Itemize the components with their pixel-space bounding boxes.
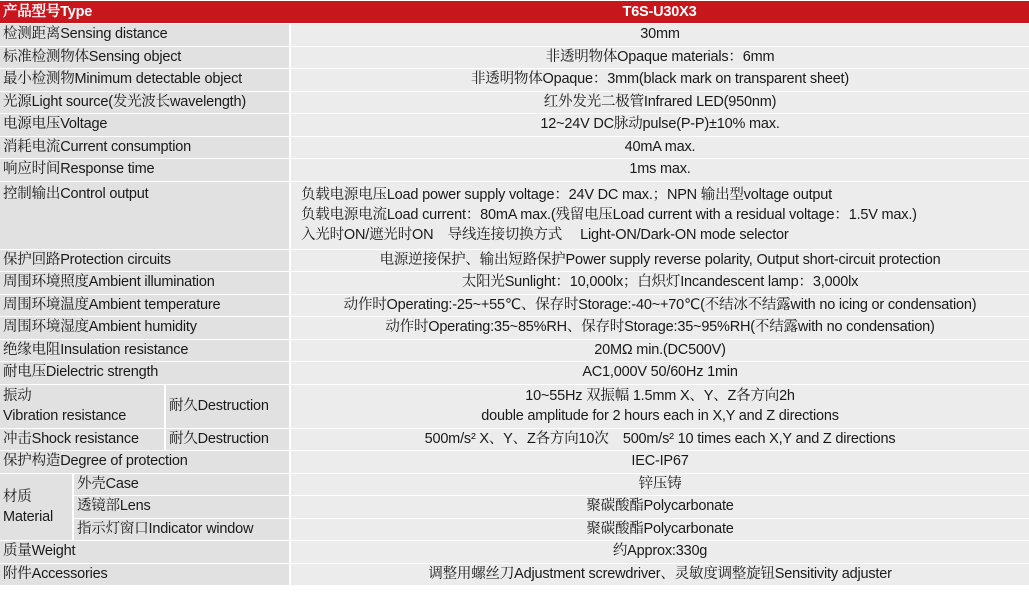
row-value: IEC-IP67 [290, 451, 1029, 474]
table-row [0, 541, 1029, 564]
row-value: 500m/s² X、Y、Z各方向10次 500m/s² 10 times each X,Y and Z directions [290, 428, 1029, 451]
table-row [0, 339, 1029, 362]
table-row [0, 451, 1029, 474]
row-sublabel: 指示灯窗口Indicator window [73, 518, 290, 541]
row-label: 周围环境湿度Ambient humidity [0, 317, 290, 340]
control-output-line: 入光时ON/遮光时ON 导线连接切换方式 Light-ON/Dark-ON mode selector [301, 227, 789, 243]
row-value: 红外发光二极管Infrared LED(950nm) [290, 91, 1029, 114]
row-value: 聚碳酸酯Polycarbonate [290, 518, 1029, 541]
row-label: 电源电压Voltage [0, 114, 290, 137]
header-type-label: 产品型号Type [0, 1, 290, 24]
row-label: 周围环境照度Ambient illumination [0, 272, 290, 295]
table-row [0, 136, 1029, 159]
table-row [0, 518, 1029, 541]
row-value: 聚碳酸酯Polycarbonate [290, 496, 1029, 519]
vibration-label-en: Vibration resistance [3, 408, 127, 424]
row-label [0, 384, 165, 428]
row-label: 光源Light source(发光波长wavelength) [0, 91, 290, 114]
row-label: 附件Accessories [0, 563, 290, 586]
row-label: 标准检测物体Sensing object [0, 46, 290, 69]
header-row [0, 1, 1029, 24]
header-model: T6S-U30X3 [290, 1, 1029, 24]
row-value: 1ms max. [290, 159, 1029, 182]
row-sublabel: 耐久Destruction [165, 384, 290, 428]
table-row [0, 249, 1029, 272]
row-label: 消耗电流Current consumption [0, 136, 290, 159]
row-value-multiline [290, 384, 1029, 428]
control-output-line: 负载电源电流Load current：80mA max.(残留电压Load current with a residual voltage：1.5V max.) [301, 207, 917, 223]
row-value: 20MΩ min.(DC500V) [290, 339, 1029, 362]
row-sublabel: 透镜部Lens [73, 496, 290, 519]
table-row [0, 91, 1029, 114]
row-value: 动作时Operating:-25~+55℃、保存时Storage:-40~+70℃(不结冰不结露with no icing or condensation) [290, 294, 1029, 317]
table-row [0, 181, 1029, 249]
row-sublabel: 耐久Destruction [165, 428, 290, 451]
table-row [0, 473, 1029, 496]
table-row [0, 272, 1029, 295]
row-value: 约Approx:330g [290, 541, 1029, 564]
vibration-line: double amplitude for 2 hours each in X,Y and Z directions [481, 408, 839, 424]
row-value-multiline [290, 181, 1029, 249]
row-value: 电源逆接保护、输出短路保护Power supply reverse polarity, Output short-circuit protection [290, 249, 1029, 272]
table-row [0, 496, 1029, 519]
table-row [0, 384, 1029, 428]
vibration-label-cn: 振动 [3, 388, 32, 404]
row-label: 保护构造Degree of protection [0, 451, 290, 474]
table-row [0, 362, 1029, 385]
row-value: 40mA max. [290, 136, 1029, 159]
row-label: 检测距离Sensing distance [0, 24, 290, 47]
table-row [0, 317, 1029, 340]
row-value: 非透明物体Opaque materials：6mm [290, 46, 1029, 69]
row-label: 保护回路Protection circuits [0, 249, 290, 272]
table-row [0, 563, 1029, 586]
material-label-cn: 材质 [3, 488, 32, 505]
table-row [0, 69, 1029, 92]
row-value: 12~24V DC脉动pulse(P-P)±10% max. [290, 114, 1029, 137]
table-row [0, 294, 1029, 317]
table-row [0, 46, 1029, 69]
row-value: 30mm [290, 24, 1029, 47]
material-label-en: Material [3, 508, 53, 525]
vibration-line: 10~55Hz 双振幅 1.5mm X、Y、Z各方向2h [525, 388, 795, 404]
row-label: 耐电压Dielectric strength [0, 362, 290, 385]
row-label: 冲击Shock resistance [0, 428, 165, 451]
row-value: 调整用螺丝刀Adjustment screwdriver、灵敏度调整旋钮Sensitivity adjuster [290, 563, 1029, 586]
table-row [0, 428, 1029, 451]
row-label: 最小检测物Minimum detectable object [0, 69, 290, 92]
row-label: 绝缘电阻Insulation resistance [0, 339, 290, 362]
table-row [0, 159, 1029, 182]
row-sublabel: 外壳Case [73, 473, 290, 496]
row-label: 周围环境温度Ambient temperature [0, 294, 290, 317]
table-row [0, 24, 1029, 47]
row-value: 锌压铸 [290, 473, 1029, 496]
row-value: 非透明物体Opaque：3mm(black mark on transparent sheet) [290, 69, 1029, 92]
table-row [0, 114, 1029, 137]
row-value: 动作时Operating:35~85%RH、保存时Storage:35~95%RH(不结露with no condensation) [290, 317, 1029, 340]
row-value: AC1,000V 50/60Hz 1min [290, 362, 1029, 385]
row-value: 太阳光Sunlight：10,000lx；白炽灯Incandescent lamp：3,000lx [290, 272, 1029, 295]
row-label: 响应时间Response time [0, 159, 290, 182]
row-label: 质量Weight [0, 541, 290, 564]
row-label: 控制输出Control output [0, 181, 290, 249]
control-output-line: 负载电源电压Load power supply voltage：24V DC max.；NPN 输出型voltage output [301, 187, 832, 203]
material-label [0, 473, 73, 541]
